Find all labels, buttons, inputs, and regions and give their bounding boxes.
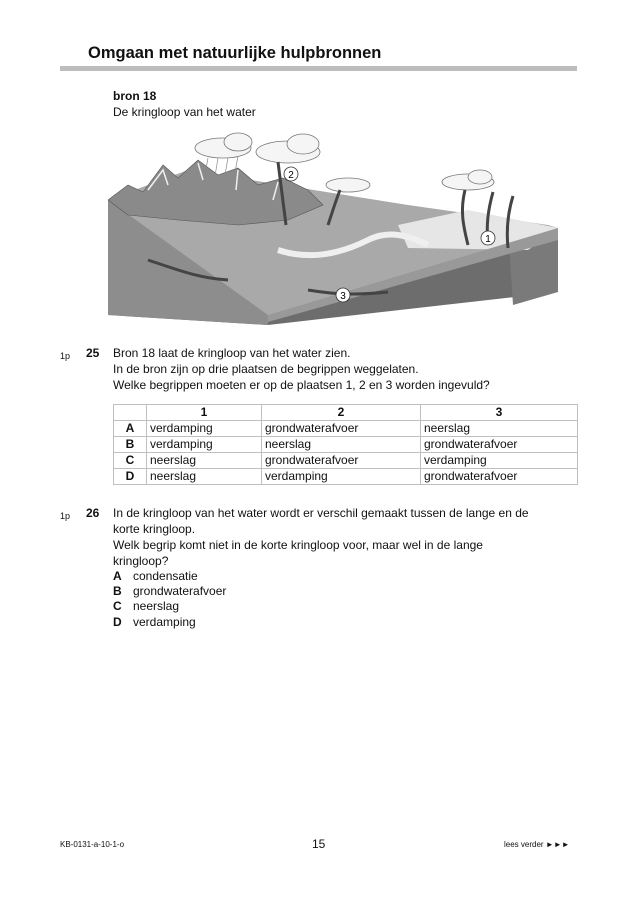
svg-text:1: 1 [485,234,491,245]
marker-2 [284,167,298,181]
water-cycle-illustration [108,130,558,330]
svg-text:3: 3 [340,291,346,302]
table-cell: grondwaterafvoer [262,453,421,469]
source-label: bron 18 [113,89,157,103]
question-line: In de bron zijn op drie plaatsen de begrippen weggelaten. [113,362,419,376]
table-cell: B [114,437,147,453]
footer-code: KB-0131-a-10-1-o [60,840,125,849]
table-row [114,437,578,453]
question-points: 1p [60,511,71,521]
question-text [113,505,563,569]
footer-continue: lees verder ►►► [504,840,570,849]
question-text [113,345,563,393]
page-number: 15 [312,837,326,851]
question-line: In de kringloop van het water wordt er verschil gemaakt tussen de lange en de [113,506,529,520]
answer-table [113,404,578,485]
table-header: 2 [262,405,421,421]
option-a: A condensatie [113,569,198,583]
table-row [114,421,578,437]
svg-text:2: 2 [288,170,294,181]
question-points: 1p [60,351,71,361]
table-cell: A [114,421,147,437]
table-cell: neerslag [262,437,421,453]
option-d: D verdamping [113,615,196,629]
table-row [114,453,578,469]
table-cell: neerslag [147,453,262,469]
question-line: Welke begrippen moeten er op de plaatsen 1, 2 en 3 worden ingevuld? [113,378,490,392]
table-cell: neerslag [421,421,578,437]
table-cell: verdamping [262,469,421,485]
table-row [114,469,578,485]
table-header-row [114,405,578,421]
table-cell: neerslag [147,469,262,485]
table-cell: verdamping [147,437,262,453]
option-b: B grondwaterafvoer [113,584,227,598]
question-number: 25 [86,346,100,360]
page-header-title: Omgaan met natuurlijke hulpbronnen [88,44,382,62]
question-line: kringloop? [113,554,169,568]
header-rule [60,66,577,71]
table-cell: D [114,469,147,485]
table-cell: verdamping [421,453,578,469]
table-cell: grondwaterafvoer [421,469,578,485]
table-cell: grondwaterafvoer [421,437,578,453]
source-caption: De kringloop van het water [113,105,256,119]
question-line: Welk begrip komt niet in de korte kringloop voor, maar wel in de lange [113,538,483,552]
marker-1 [481,231,495,245]
table-cell: verdamping [147,421,262,437]
table-cell: C [114,453,147,469]
table-header: 3 [421,405,578,421]
table-header [114,405,147,421]
question-number: 26 [86,506,100,520]
table-cell: grondwaterafvoer [262,421,421,437]
table-header: 1 [147,405,262,421]
question-line: Bron 18 laat de kringloop van het water zien. [113,346,351,360]
question-line: korte kringloop. [113,522,196,536]
option-c: C neerslag [113,599,180,613]
marker-3 [336,288,350,302]
